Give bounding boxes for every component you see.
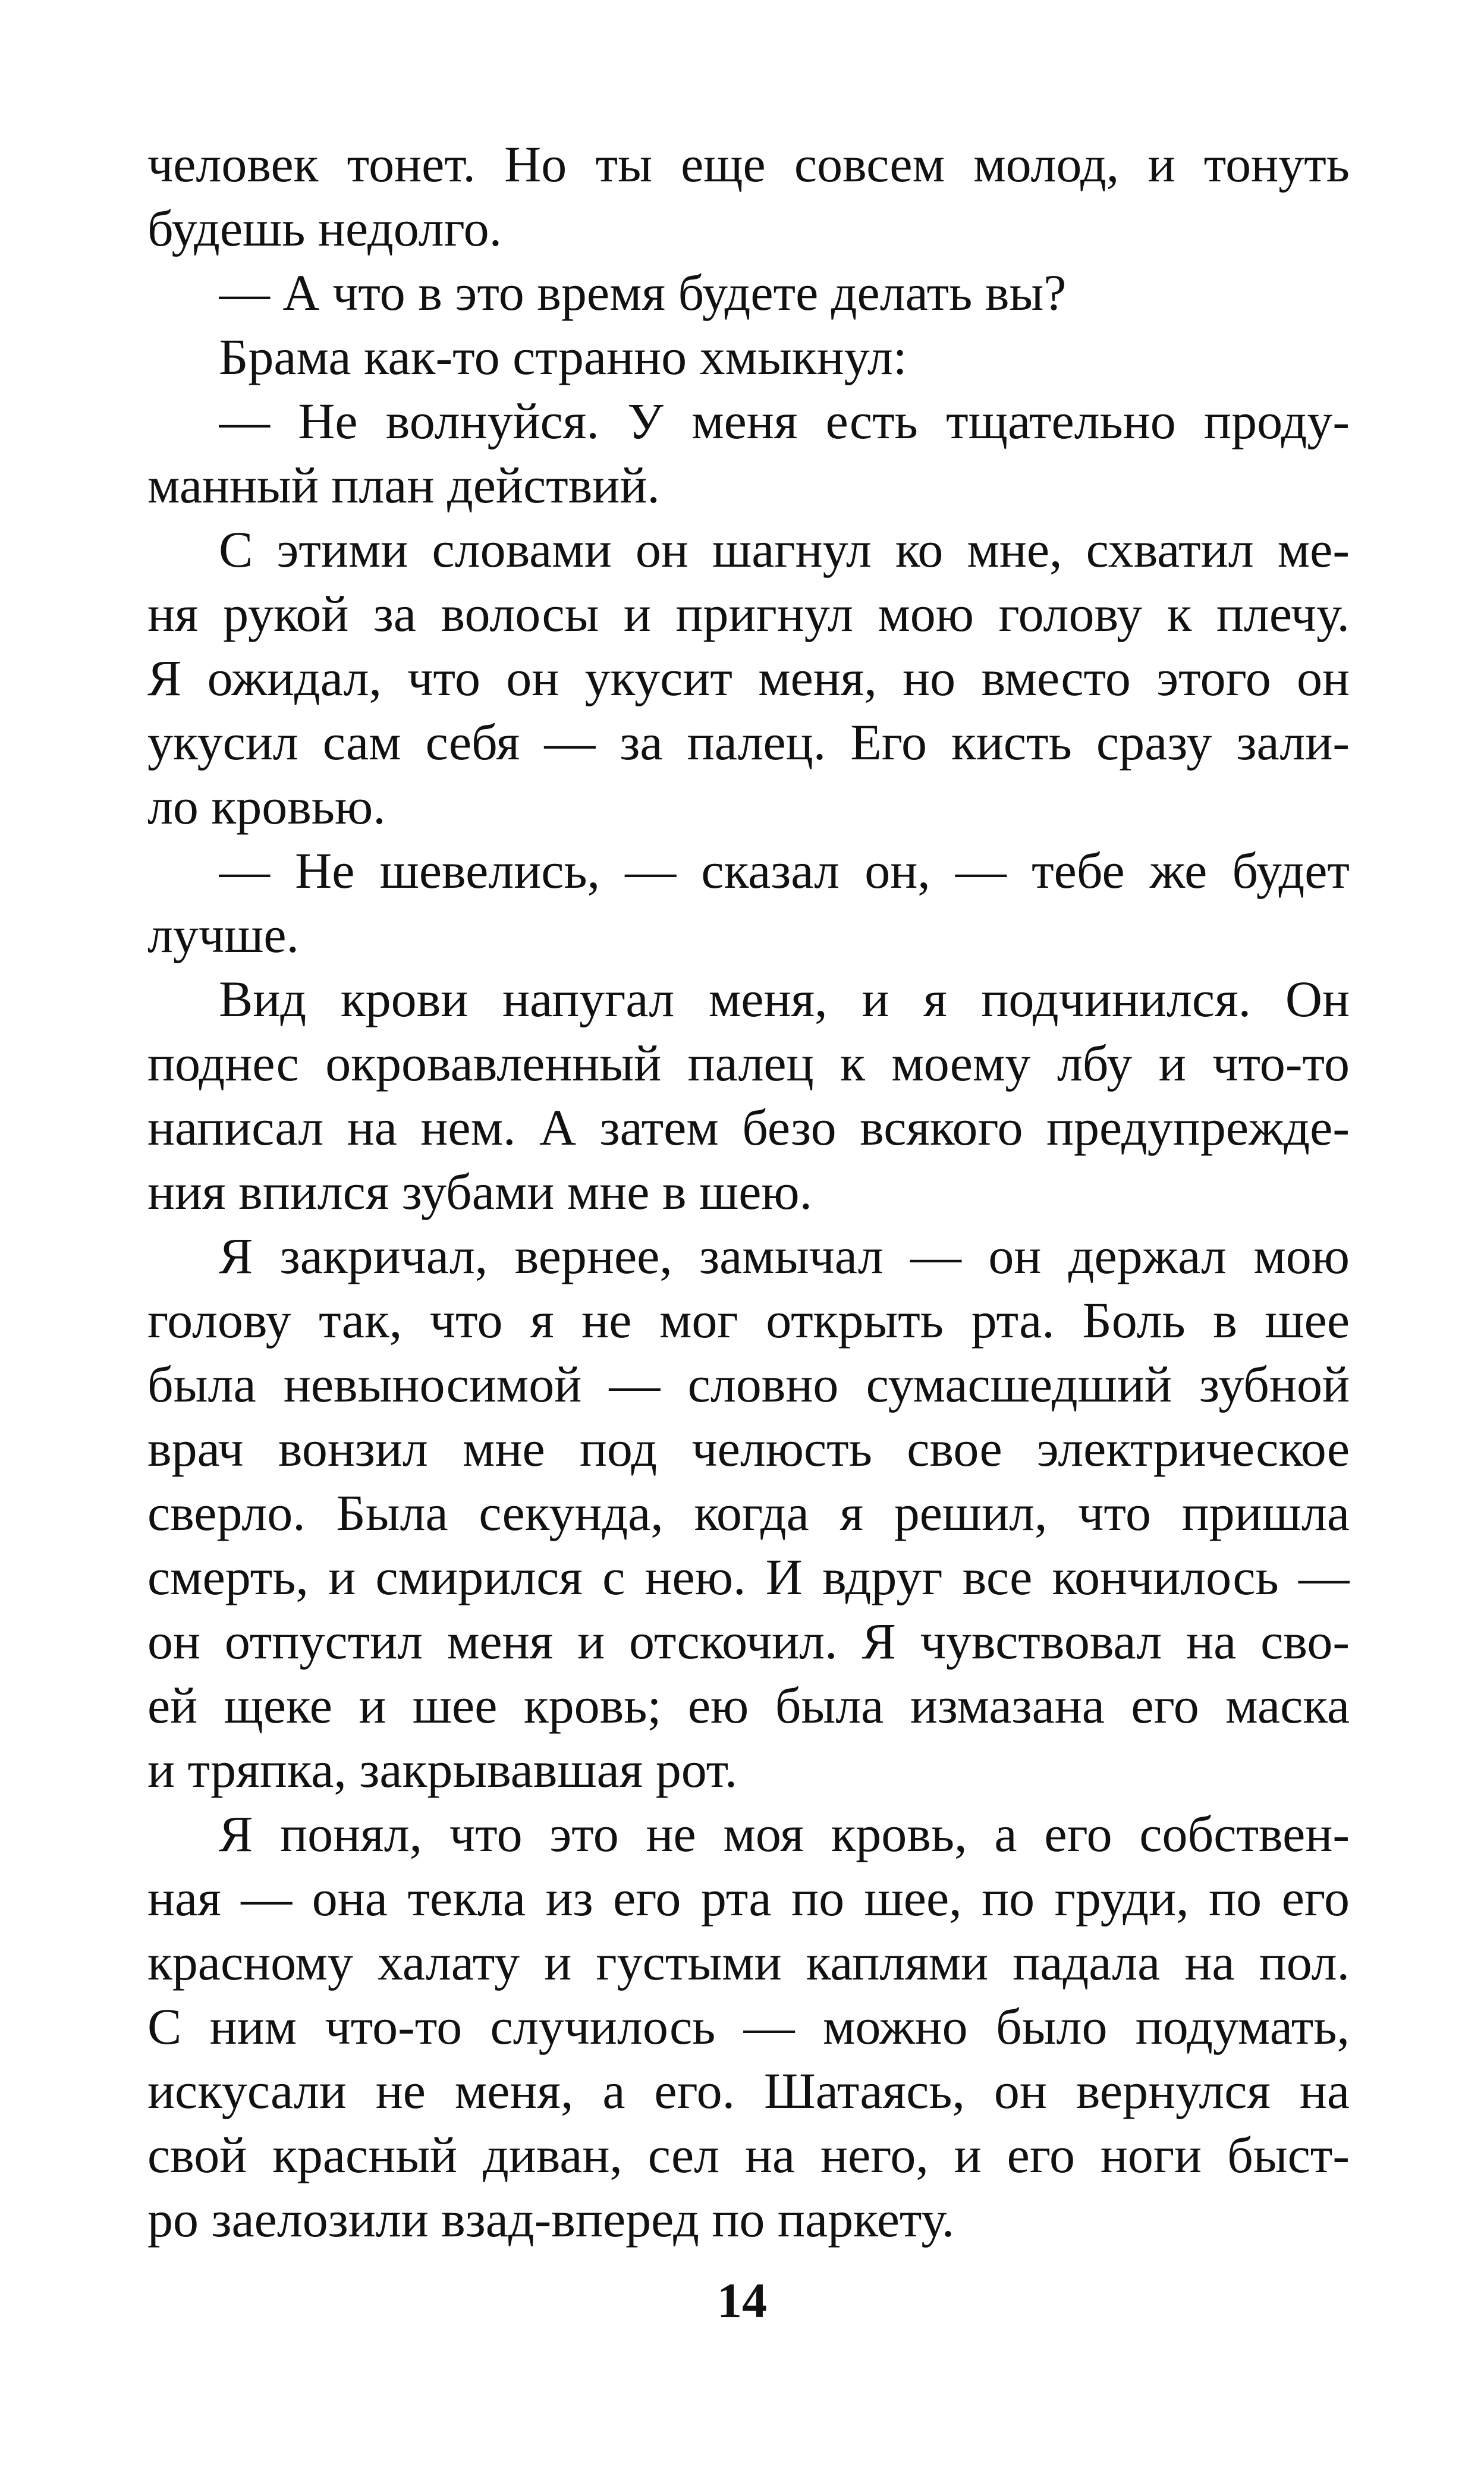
text-line: врач вонзил мне под челюсть свое электрическое xyxy=(147,1420,1350,1477)
text-line: свой красный диван, сел на него, и его ноги быст- xyxy=(147,2126,1350,2183)
text-line: — А что в это время будете делать вы? xyxy=(219,264,1067,321)
text-line: С ним что-то случилось — можно было подумать, xyxy=(147,1998,1350,2055)
text-line: написал на нем. А затем безо всякого предупрежде- xyxy=(147,1099,1350,1156)
text-line: — Не волнуйся. У меня есть тщательно проду- xyxy=(219,392,1350,450)
text-line: Брама как-то странно хмыкнул: xyxy=(219,328,907,385)
text-line: смерть, и смирился с нею. И вдруг все кончилось — xyxy=(147,1548,1350,1605)
text-line: С этими словами он шагнул ко мне, схватил ме- xyxy=(219,521,1350,578)
text-line: сверло. Была секунда, когда я решил, что пришла xyxy=(147,1484,1350,1541)
text-line: манный план действий. xyxy=(147,457,660,514)
text-line: Вид крови напугал меня, и я подчинился. Он xyxy=(219,970,1350,1028)
text-line: — Не шевелись, — сказал он, — тебе же будет xyxy=(219,842,1350,899)
page-number: 14 xyxy=(717,2273,767,2329)
text-line: ная — она текла из его рта по шее, по груди, по его xyxy=(147,1869,1350,1927)
text-line: Я закричал, вернее, замычал — он держал мою xyxy=(219,1227,1350,1284)
text-line: укусил сам себя — за палец. Его кисть сразу зали- xyxy=(147,714,1350,771)
text-line: ей щеке и шее кровь; ею была измазана его маска xyxy=(147,1677,1350,1734)
text-line: человек тонет. Но ты еще совсем молод, и тонуть xyxy=(147,136,1350,193)
text-line: ния впился зубами мне в шею. xyxy=(147,1163,813,1220)
text-line: поднес окровавленный палец к моему лбу и что-то xyxy=(147,1035,1350,1092)
text-line: будешь недолго. xyxy=(147,200,502,257)
text-line: и тряпка, закрывавшая рот. xyxy=(147,1741,738,1798)
text-line: голову так, что я не мог открыть рта. Боль в шее xyxy=(147,1292,1350,1349)
text-line: Я ожидал, что он укусит меня, но вместо этого он xyxy=(147,649,1350,706)
text-line: была невыносимой — словно сумасшедший зубной xyxy=(147,1356,1350,1413)
text-line: ро заелозили взад-вперед по паркету. xyxy=(147,2191,955,2248)
text-line: искусали не меня, а его. Шатаясь, он вернулся на xyxy=(147,2062,1350,2119)
text-line: ло кровью. xyxy=(147,778,386,835)
text-line: красному халату и густыми каплями падала на пол. xyxy=(147,1934,1350,1991)
text-line: он отпустил меня и отскочил. Я чувствовал на сво- xyxy=(147,1613,1350,1670)
text-line: Я понял, что это не моя кровь, а его собствен- xyxy=(219,1805,1350,1862)
text-line: ня рукой за волосы и пригнул мою голову к плечу. xyxy=(147,585,1350,642)
text-line: лучше. xyxy=(147,906,300,963)
